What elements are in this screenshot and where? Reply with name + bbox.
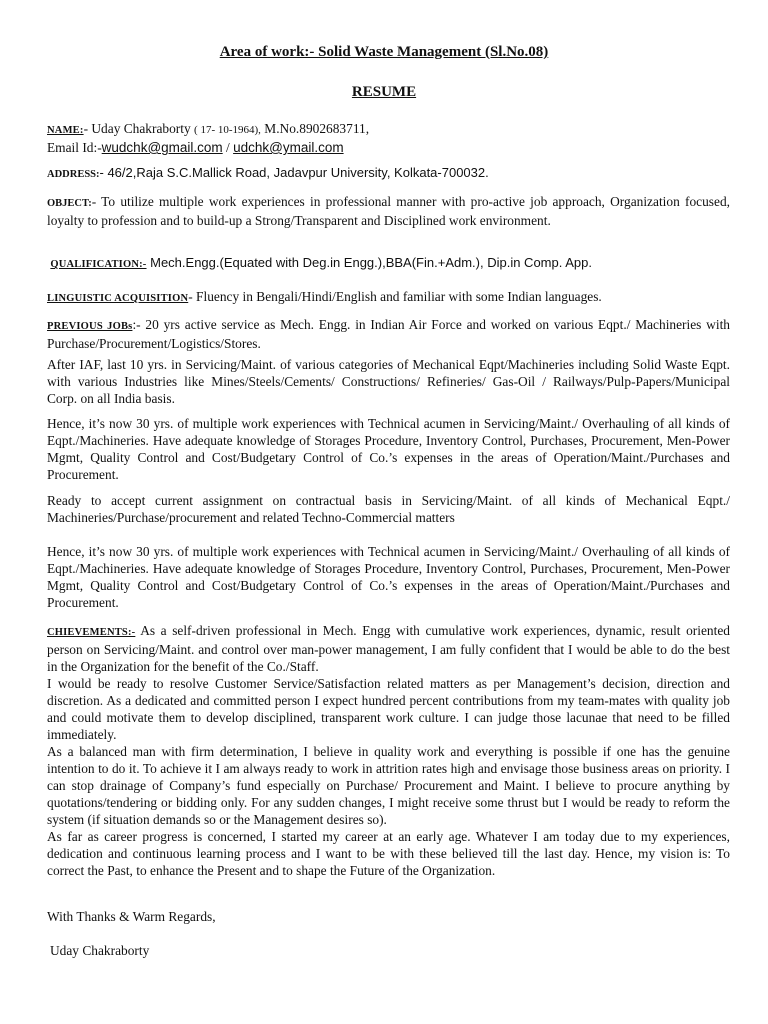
name-label: NAME:: [47, 125, 84, 136]
email-link-1[interactable]: wudchk@gmail.com: [101, 140, 223, 155]
mobile-value: M.No.8902683711,: [260, 121, 370, 136]
paragraph-hence-1: Hence, it’s now 30 yrs. of multiple work experiences with Technical acumen in Servicing/Maint./ Overhauling of all kinds of Eqpt./Machineries. Have adequate knowledge of Storages Procedure, Inventory Control, Purchases, Procurement, Men-Power Mgmt, Quality Control and Cost/Budgetary Control of Co.’s expenses in the areas of Operation/Maint./Purchases and Procurement.: [47, 416, 730, 482]
resume-heading: RESUME: [351, 84, 417, 100]
address-label: ADDRESS:: [47, 169, 100, 180]
achievements-paragraph-1: [47, 622, 730, 675]
achievements-section: [47, 622, 730, 879]
address-section: [47, 164, 730, 183]
achievements-paragraph-2: I would be ready to resolve Customer Service/Satisfaction related matters as per Management’s decision, direction and discretion. As a dedicated and committed person I expect hundred percent contributions from my team-mates with quality job and could motivate them to develop disciplined, transparent work culture. I can judge those lacunae that need to be filled immediately.: [47, 676, 730, 742]
paragraph-ready: Ready to accept current assignment on contractual basis in Servicing/Maint. of all kinds of Mechanical Eqpt./ Machineries/Purchase/procurement and related Techno-Commercial matters: [47, 493, 730, 525]
previous-jobs-section: [47, 316, 730, 352]
signature-name: Uday Chakraborty: [50, 943, 150, 958]
paragraph-after-iaf: After IAF, last 10 yrs. in Servicing/Maint. of various categories of Mechanical Eqpt/Machineries including Solid Waste Eqpt. with various Industries like Mines/Steels/Cements/ Constructions/ Refineries/ Gas-Oil / Railways/Pulp-Papers/Municipal Corp. on all India basis.: [47, 357, 730, 406]
address-value: - 46/2,Raja S.C.Mallick Road, Jadavpur University, Kolkata-700032.: [99, 165, 489, 180]
previous-jobs-value: :- 20 yrs active service as Mech. Engg. in Indian Air Force and worked on various Eqpt./ Machineries with Purchase/Procurement/Logistics/Stores.: [47, 317, 730, 351]
email-link-2[interactable]: udchk@ymail.com: [233, 140, 344, 155]
paragraph-hence-2: Hence, it’s now 30 yrs. of multiple work experiences with Technical acumen in Servicing/Maint./ Overhauling of all kinds of Eqpt./Machineries. Have adequate knowledge of Storages Procedure, Inventory Control, Purchases, Procurement, Men-Power Mgmt, Quality Control and Cost/Budgetary Control of Co.’s expenses in the areas of Operation/Maint./Purchases and Procurement.: [47, 544, 730, 610]
email-separator: /: [222, 140, 234, 155]
qualification-section: [47, 254, 730, 273]
qualification-label: QUALIFICATION:-: [50, 259, 147, 270]
closing-text: With Thanks & Warm Regards,: [47, 909, 216, 924]
previous-jobs-label: PREVIOUS JOBs: [47, 321, 133, 332]
object-label: OBJECT:: [47, 198, 92, 209]
document-title: Area of work:- Solid Waste Management (Sl.No.08): [219, 44, 549, 60]
name-section: [47, 120, 730, 156]
achievements-paragraph-3: As a balanced man with firm determination, I believe in quality work and everything is possible if one has the genuine intention to do it. To achieve it I am always ready to work in attrition rates high and envisage those business areas on priority. I can stop drainage of Company’s fund especially on Purchase/ Procurement and Maint. I believe to procure anything by quotations/tendering or bidding only. For any sudden changes, I might receive some thrust but I would be ready to reform the system (if situation demands so or the Management desires so).: [47, 744, 730, 827]
object-value: - To utilize multiple work experiences in professional manner with pro-active job approach, Organization focused, loyalty to profession and to build-up a Strong/Transparent and Disciplined work environment.: [47, 194, 730, 228]
object-section: [47, 193, 730, 229]
linguistic-label: LINGUISTIC ACQUISITION: [47, 293, 189, 304]
linguistic-value: - Fluency in Bengali/Hindi/English and familiar with some Indian languages.: [188, 289, 602, 304]
achievements-value: As a self-driven professional in Mech. Engg with cumulative work experiences, dynamic, result oriented person on Servicing/Maint. and control over man-power management, I am fully confident that I would be able to do the best in the Organization for the benefit of the Co./Staff.: [47, 623, 730, 674]
achievements-paragraph-4: As far as career progress is concerned, I started my career at an early age. Whatever I am today due to my experiences, dedication and continuous learning process and I want to be with these believed till the last day. Hence, my vision is: To correct the Past, to enhance the Present and to shape the Future of the Organization.: [47, 829, 730, 878]
dob-value: ( 17- 10-1964),: [194, 124, 261, 136]
qualification-value: Mech.Engg.(Equated with Deg.in Engg.),BBA(Fin.+Adm.), Dip.in Comp. App.: [146, 255, 592, 270]
achievements-label: CHIEVEMENTS:-: [47, 627, 136, 638]
email-label: Email Id:-: [47, 140, 102, 155]
linguistic-section: [47, 288, 730, 307]
name-value: - Uday Chakraborty: [83, 121, 191, 136]
